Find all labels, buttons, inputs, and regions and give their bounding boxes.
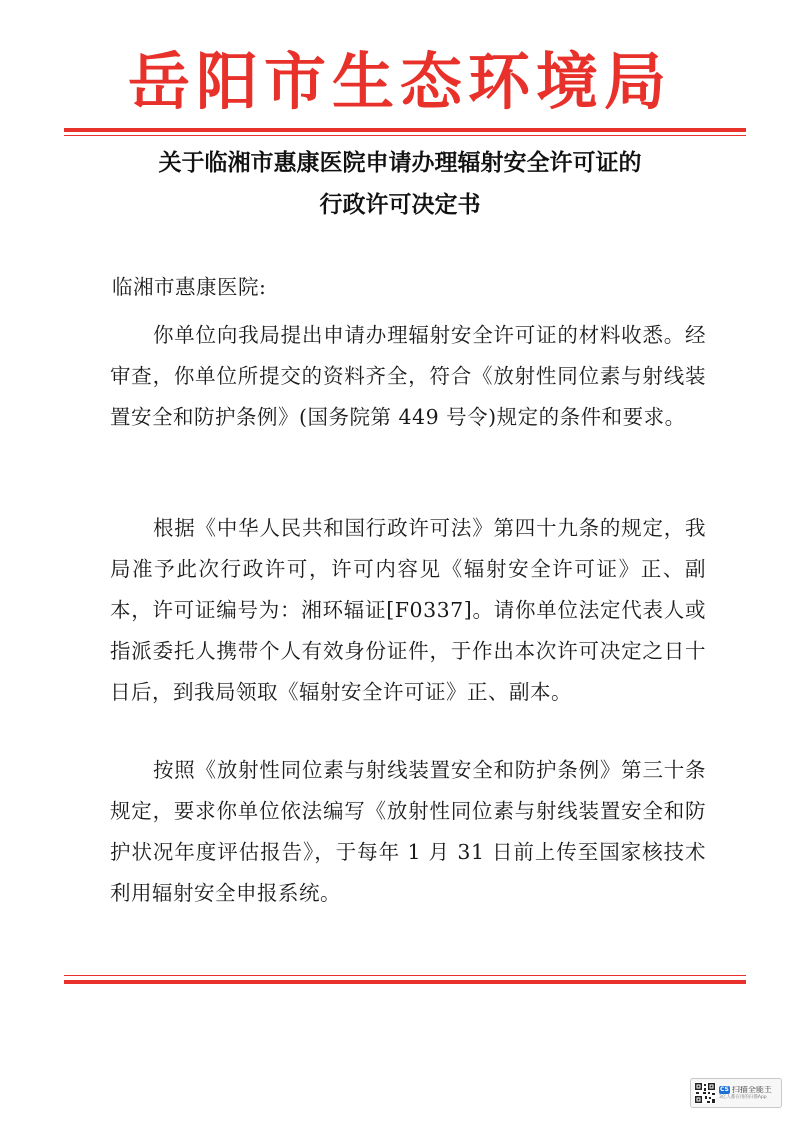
body-paragraph-1: 你单位向我局提出申请办理辐射安全许可证的材料收悉。经审查，你单位所提交的资料齐全，符合《放射性同位素与射线装置安全和防护条例》(国务院第 449 号令)规定的条件和要求。 xyxy=(110,323,706,429)
document-title-line-2: 行政许可决定书 xyxy=(319,192,481,218)
scanner-brand-name: 扫描全能王 xyxy=(731,1085,772,1094)
footer-rule-thick xyxy=(64,980,746,984)
header-rule-thin xyxy=(64,135,746,136)
scanner-tagline: 3亿人都在用的扫描App xyxy=(719,1094,767,1100)
organization-header: 岳阳市生态环境局 xyxy=(127,45,672,118)
body-paragraph-2: 根据《中华人民共和国行政许可法》第四十九条的规定，我局准予此次行政许可，许可内容见《辐射安全许可证》正、副本，许可证编号为：湘环辐证[F0337]。请你单位法定代表人或指派委托人携带个人有效身份证件，于作出本次许可决定之日十日后，到我局领取《辐射安全许可证》正、副本。 xyxy=(110,516,706,704)
qr-code-icon xyxy=(694,1082,716,1104)
camscanner-logo: CS xyxy=(720,1085,729,1093)
body-paragraph-3: 按照《放射性同位素与射线装置安全和防护条例》第三十条规定，要求你单位依法编写《放射性同位素与射线装置安全和防护状况年度评估报告》，于每年 1 月 31 日前上传至国家核技术利用辐射安全申报系统。 xyxy=(110,758,706,905)
header-rule-thick xyxy=(64,128,746,132)
addressee: 临湘市惠康医院: xyxy=(112,275,267,299)
document-title-line-1: 关于临湘市惠康医院申请办理辐射安全许可证的 xyxy=(158,150,642,176)
footer-rule-thin xyxy=(64,975,746,976)
scanner-watermark xyxy=(690,1078,782,1108)
